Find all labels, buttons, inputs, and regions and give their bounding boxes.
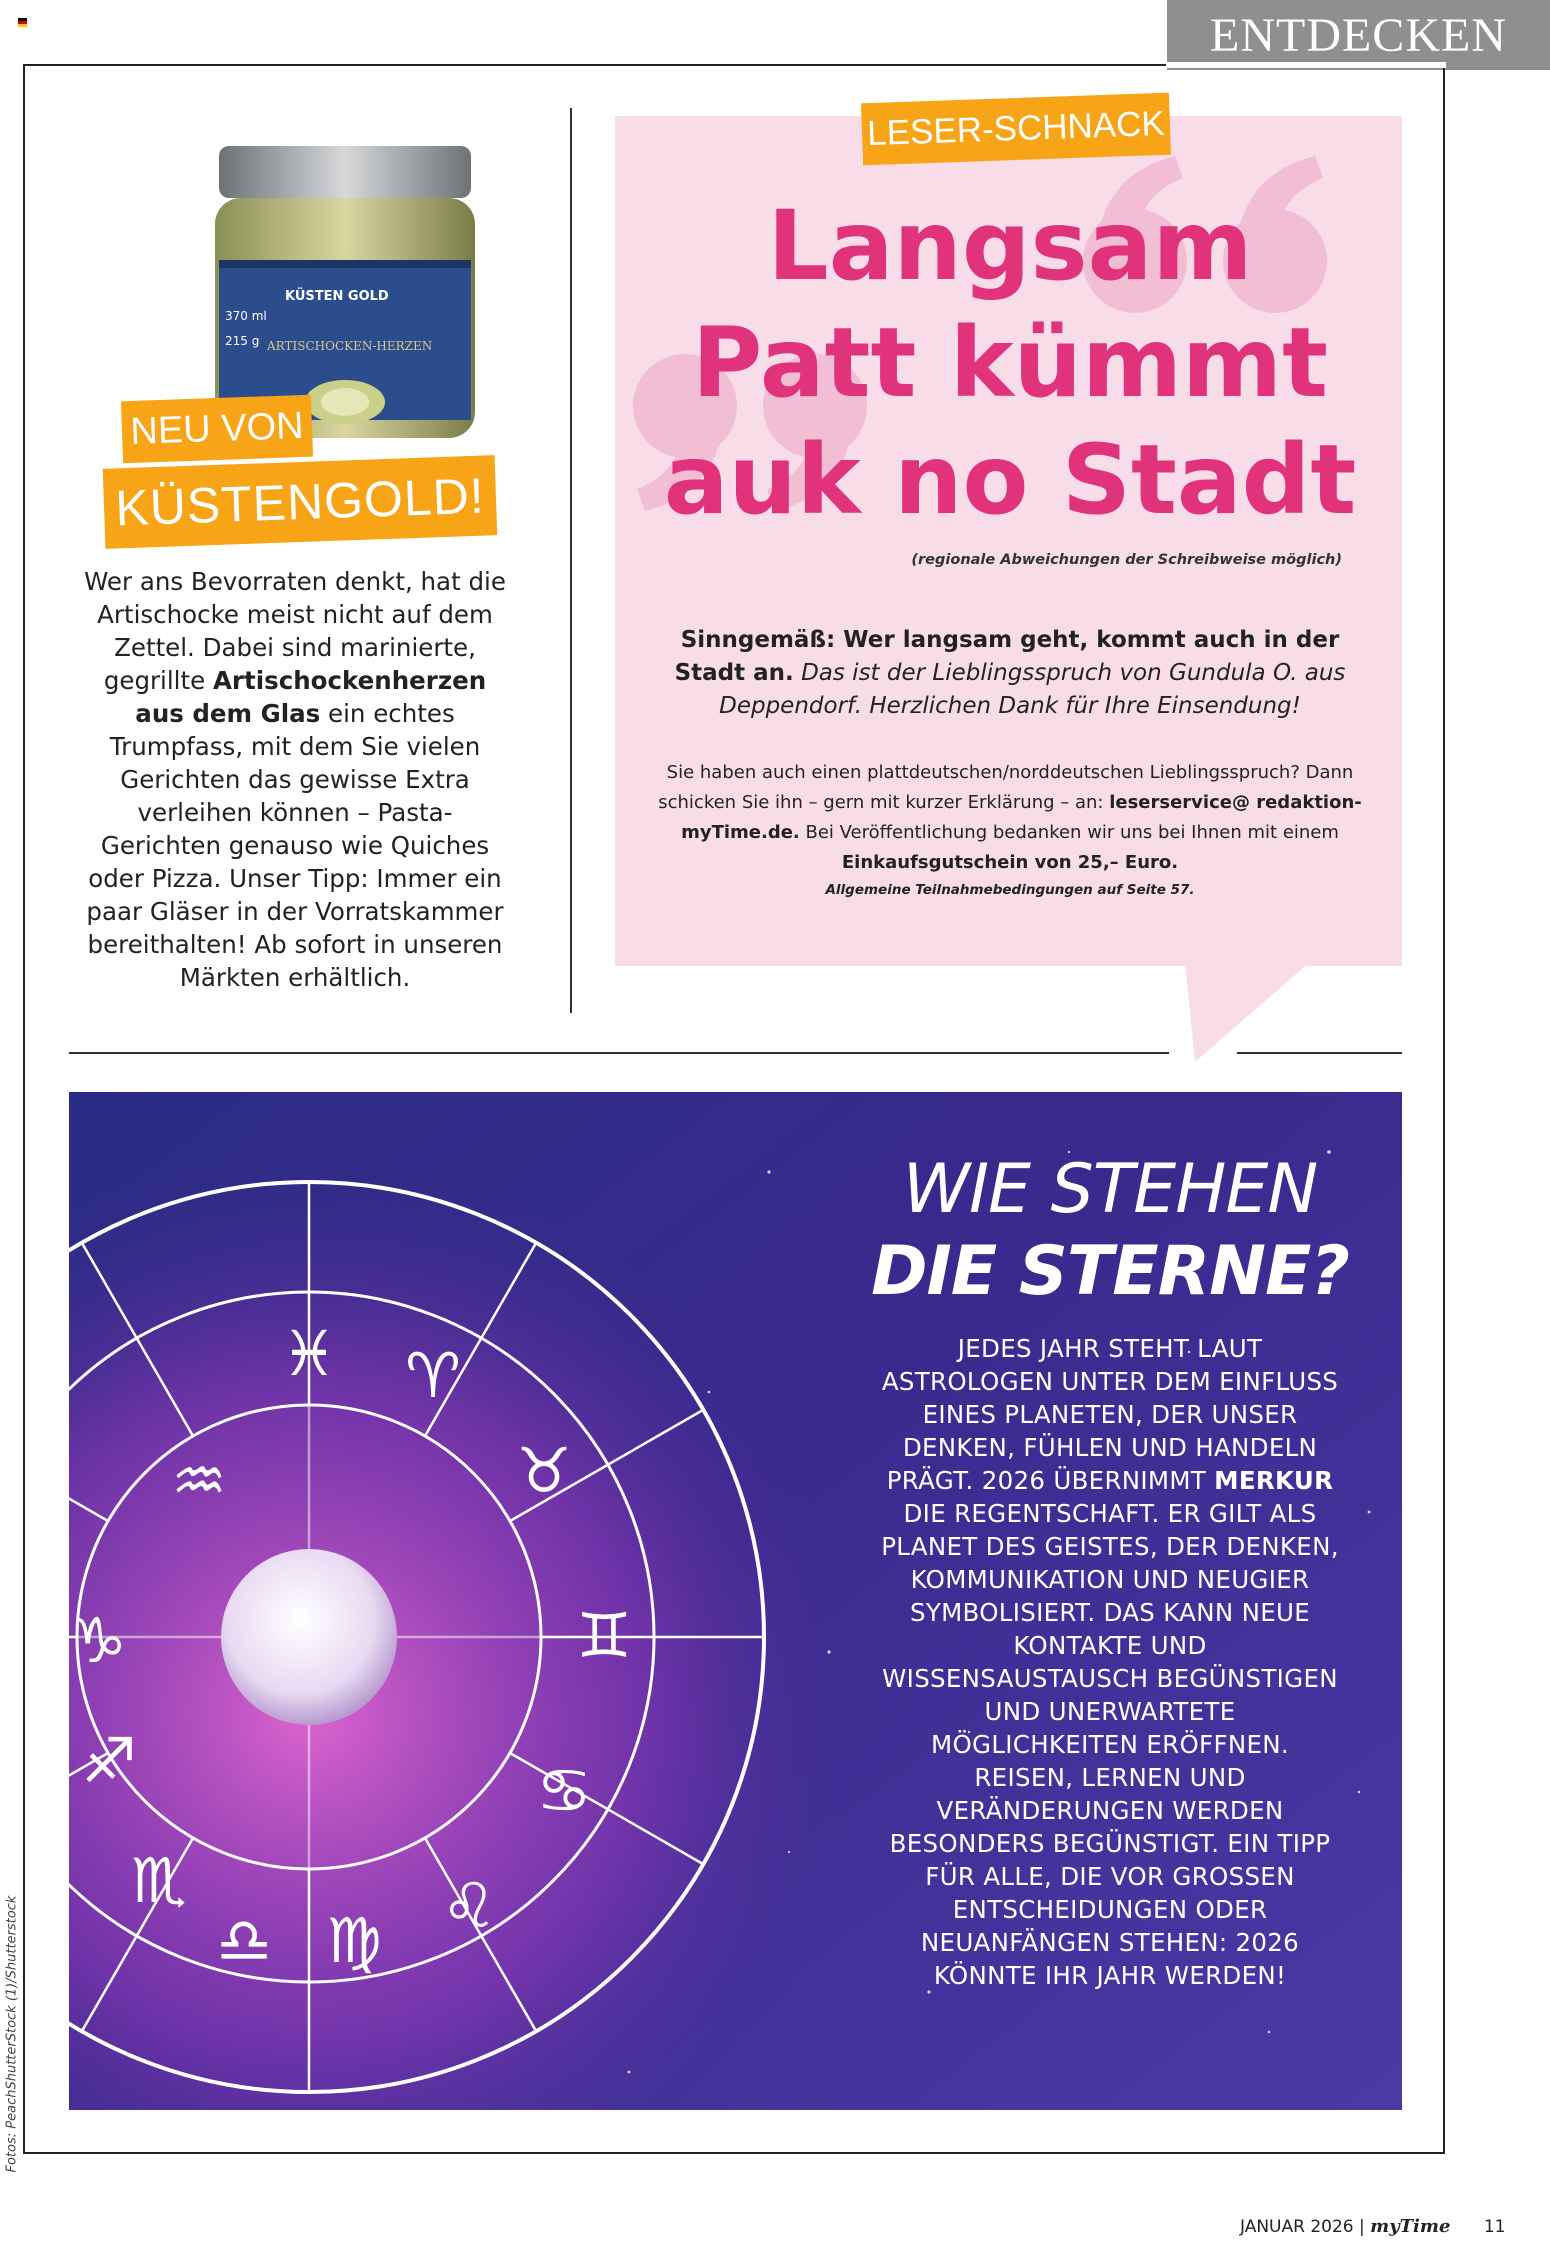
zodiac-aries-icon: ♈ [405,1339,461,1412]
zodiac-virgo-icon: ♍ [326,1904,382,1977]
zodiac-taurus-icon: ♉ [516,1434,572,1507]
zodiac-capricorn-icon: ♑ [71,1604,127,1677]
quote-call-to-action [650,758,1370,878]
zodiac-aquarius-icon: ♒ [171,1444,227,1517]
quote-meaning: Sinngemäß: Wer langsam geht, kommt auch in der Stadt an. [674,627,1340,686]
stars-text-1: JEDES JAHR STEHT LAUT ASTROLOGEN UNTER DEM EINFLUSS EINES PLANETEN, DER UNSER DENKEN, FÜHLEN UND HANDELN PRÄGT. 2026 ÜBERNIMMT [881,1334,1339,1495]
speech-bubble-tail [1185,962,1310,1062]
jar-label: ARTISCHOCKEN-HERZEN [267,339,433,353]
jar-brand: KÜSTEN GOLD [285,289,389,304]
stars-title-line2: DIE STERNE? [871,1232,1349,1311]
quote-title-line: Langsam [767,190,1253,302]
footer-issue: JANUAR 2026 | [1240,2217,1365,2237]
page-footer [1240,2216,1505,2237]
section-tab: ENTDECKEN [1167,0,1550,70]
jar-volume: 370 ml [225,309,267,323]
quote-title-line: auk no Stadt [663,424,1357,536]
zodiac-scorpio-icon: ♏ [131,1844,187,1917]
zodiac-pisces-icon: ♓ [281,1317,337,1390]
cta-voucher: Einkaufsgutschein von 25,– Euro. [841,852,1179,873]
quote-title-line: Patt kümmt [692,307,1328,419]
footer-brand: myTime [1370,2216,1451,2237]
zodiac-sagittarius-icon: ♐ [81,1724,137,1797]
zodiac-cancer-icon: ♋ [536,1754,592,1827]
cta-text-2: Bei Veröffentlichung bedanken wir uns bei Ihnen mit einem [799,822,1339,843]
flag-icon [18,18,27,27]
stars-title-line1: WIE STEHEN [902,1150,1318,1229]
product-text-bold: Artischockenherzen aus dem Glas [135,666,487,728]
cta-text-1: Sie haben auch einen plattdeutschen/norddeutschen Lieblingsspruch? Dann schicken Sie ihn – gern mit kurzer Erklärung – an: [658,762,1354,813]
zodiac-leo-icon: ♌ [441,1869,497,1942]
jar-weight: 215 g [225,334,260,348]
stars-text-2: DIE REGENTSCHAFT. ER GILT ALS PLANET DES GEISTES, DER DENKEN, KOMMUNIKATION UND NEUGIER SYMBOLISIERT. DAS KANN NEUE KONTAKTE UND WISSENSAUSTAUSCH BEGÜNSTIGEN UND UNERWARTETE MÖGLICHKEITEN ERÖFFNEN. REISEN, LERNEN UND VERÄNDERUNGEN WERDEN BESONDERS BEGÜNSTIGT. EIN TIPP FÜR ALLE, DIE VOR GROSSEN ENTSCHEIDUNGEN ODER NEUANFÄNGEN STEHEN: 2026 KÖNNTE IHR JAHR WERDEN! [881,1499,1339,1990]
product-description [80,565,510,994]
zodiac-libra-icon: ♎ [216,1904,272,1977]
quote-fineprint: Allgemeine Teilnahmebedingungen auf Seite 57. [825,882,1195,898]
product-text-2: ein echtes Trumpfass, mit dem Sie vielen Gerichten das gewisse Extra verleihen können – Pasta-Gerichten genauso wie Quiches oder Pizza. Unser Tipp: Immer ein paar Gläser in der Vorratskammer bereithalten! Ab sofort in unseren Märkten erhältlich. [86,699,504,992]
zodiac-gemini-icon: ♊ [576,1599,632,1672]
tag-new-from: NEU VON [121,395,313,464]
photo-credit: Fotos: PeachShutterStock (1)/Shutterstock [4,1895,20,2173]
frame-gap [1166,62,1446,68]
stars-description [880,1332,1340,1992]
tag-brand: KÜSTENGOLD! [103,455,498,549]
quote-explanation [650,624,1370,723]
section-divider [69,1052,1169,1054]
column-divider [570,108,572,1013]
quote-title [645,188,1375,539]
page-number: 11 [1483,2217,1506,2237]
product-text-1: Wer ans Bevorraten denkt, hat die Artischocke meist nicht auf dem Zettel. Dabei sind marinierte, gegrillte [84,567,506,695]
quote-note: (regionale Abweichungen der Schreibweise möglich) [911,552,1342,568]
cta-email: leserservice@ redaktion-myTime.de. [681,792,1362,843]
tag-leser-schnack: LESER-SCHNACK [861,93,1171,166]
quote-sender: Das ist der Lieblingsspruch von Gundula O. aus Deppendorf. Herzlichen Dank für Ihre Einsendung! [719,660,1346,719]
stars-text-bold: MERKUR [1214,1466,1334,1495]
